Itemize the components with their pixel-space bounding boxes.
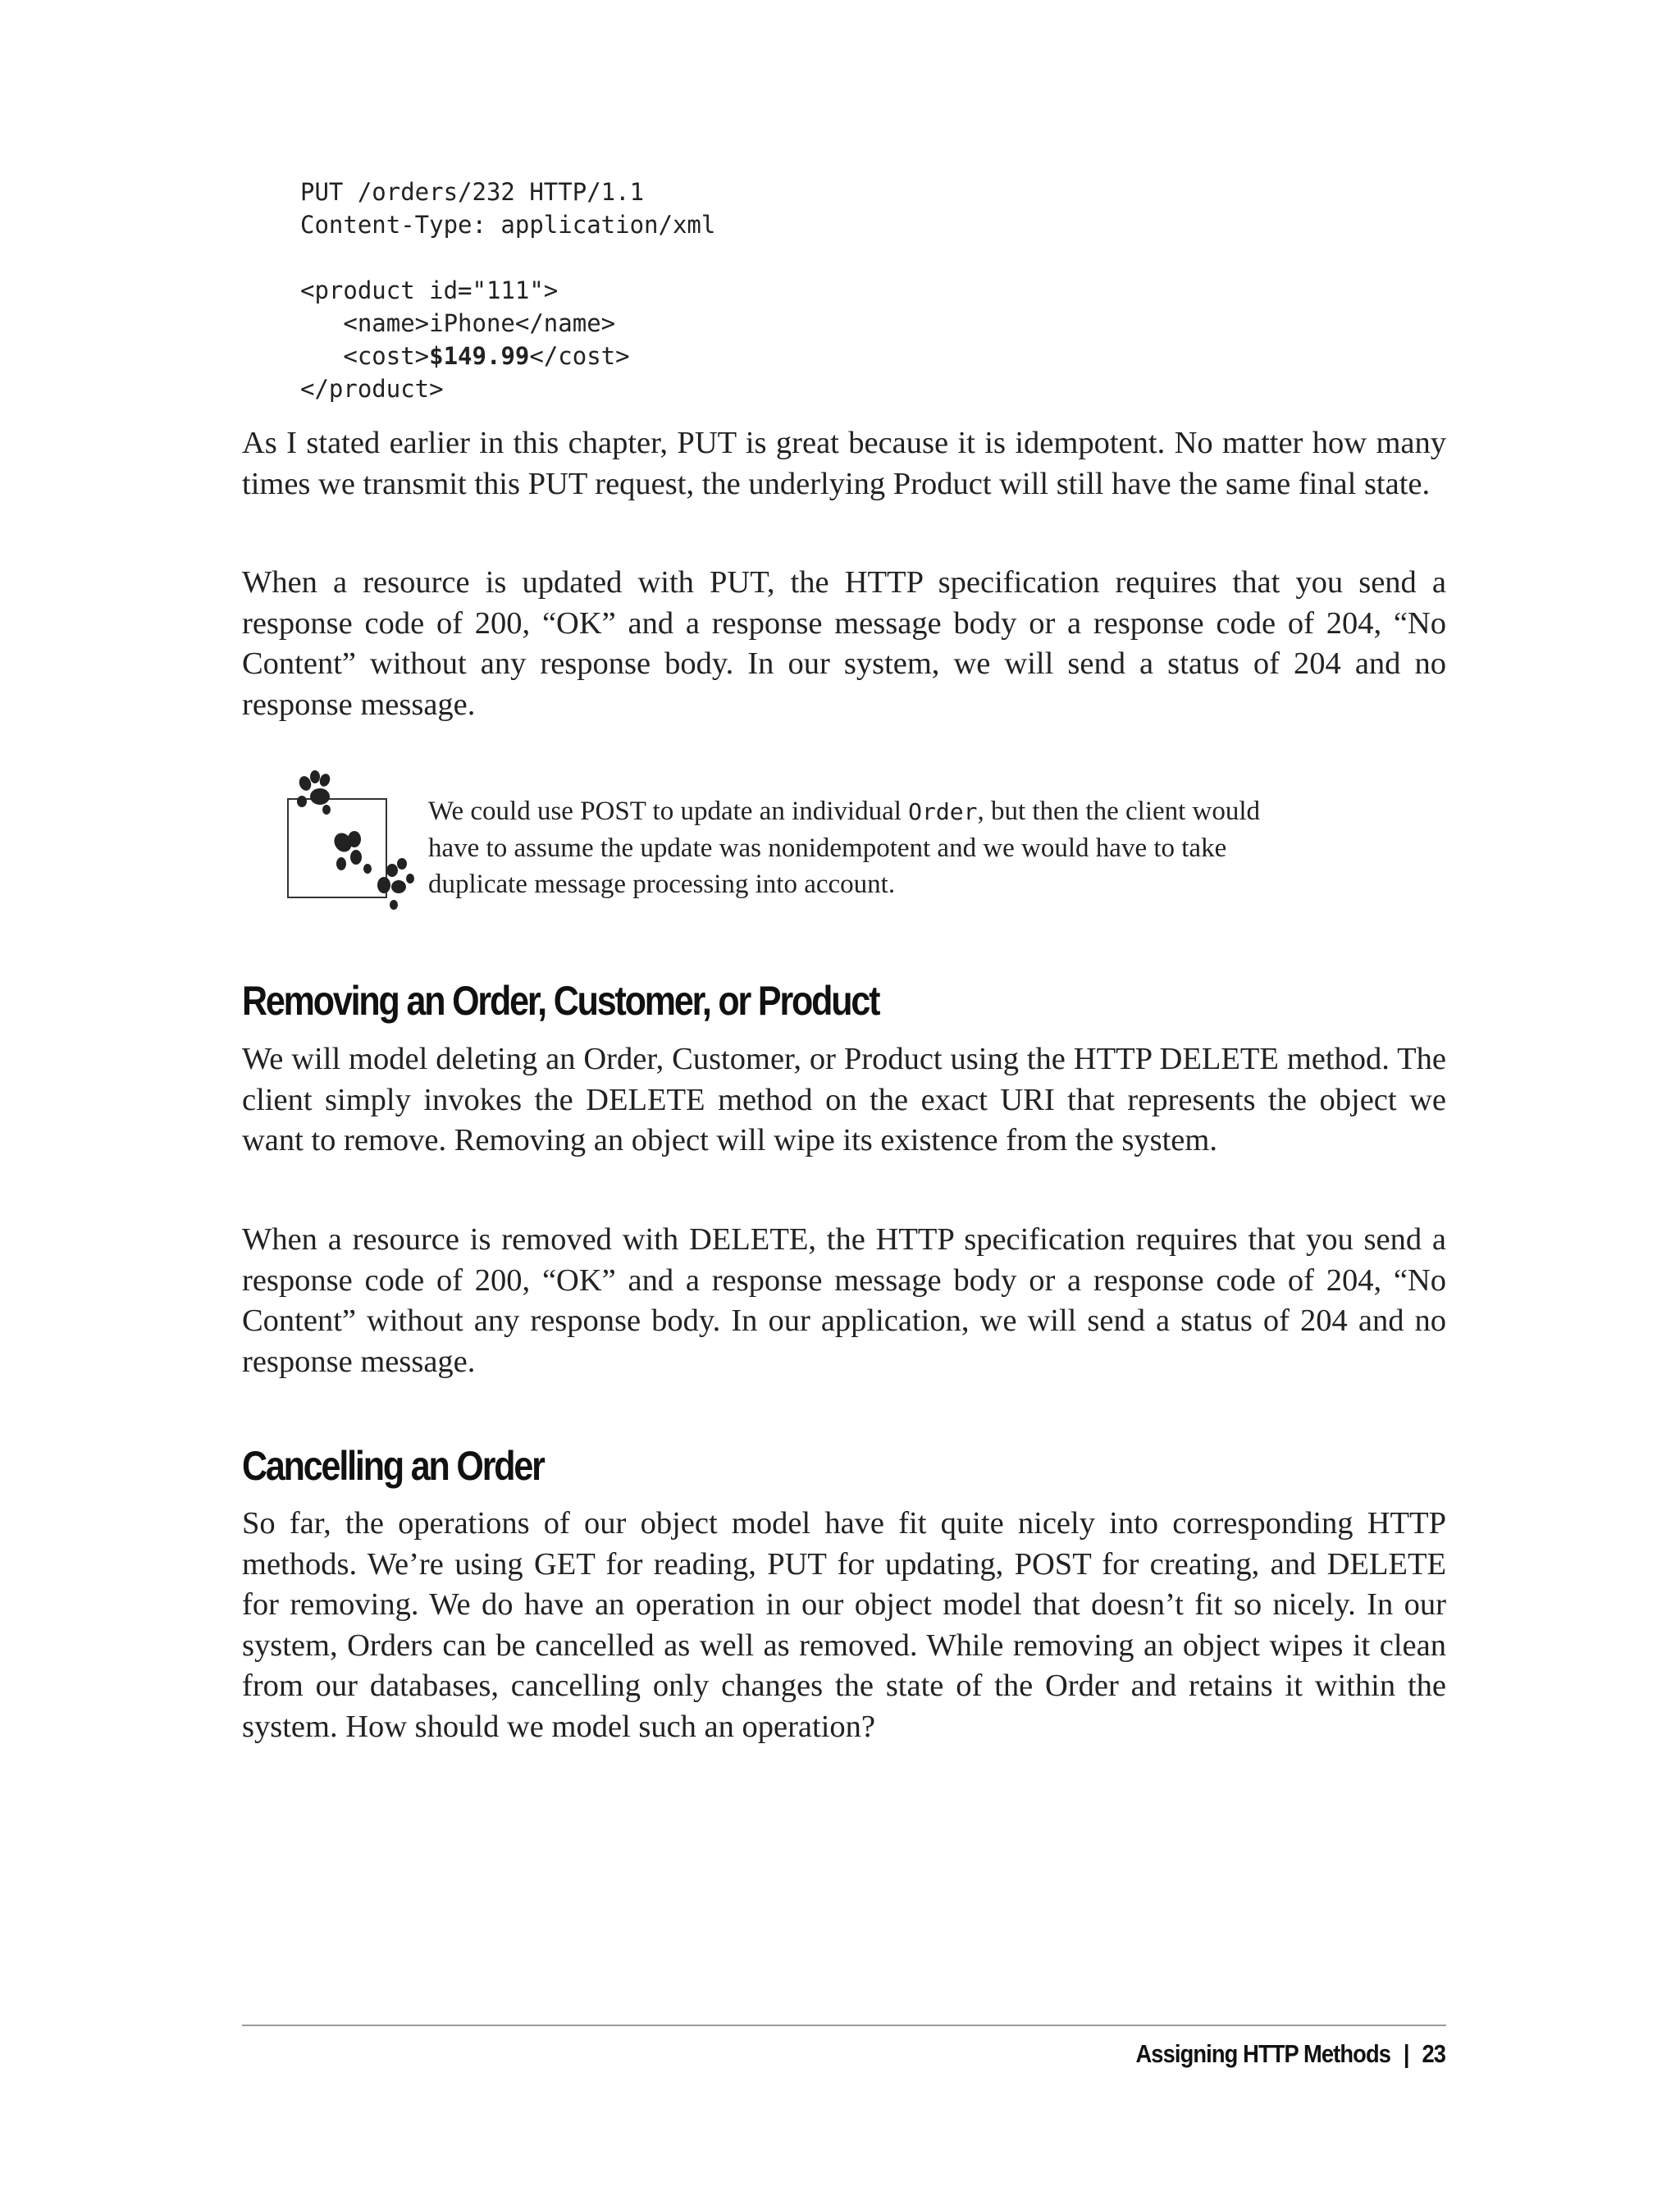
- paragraph-put-idempotent: As I stated earlier in this chapter, PUT is great because it is idempotent. No matter how many times we transmit this PUT request, the underlying Product will still have the same final state.: [242, 426, 1446, 501]
- note-code-order: Order: [908, 798, 978, 825]
- code-block: [300, 176, 715, 405]
- code-cost-close: </cost>: [529, 342, 630, 370]
- code-line: Content-Type: application/xml: [300, 211, 716, 239]
- paragraph-delete-model: We will model deleting an Order, Customer, or Product using the HTTP DELETE method. The client simply invokes the DELETE method on the exact URI that represents the object we want to remove. Removing an object will wipe its existence from the system.: [242, 1042, 1446, 1157]
- footer-section-title: Assigning HTTP Methods: [1135, 2039, 1390, 2068]
- page-footer: [1135, 2039, 1445, 2069]
- code-line: </product>: [300, 375, 444, 403]
- code-line: [300, 241, 715, 274]
- note-text-after: , but then the client would have to assume the update was nonidempotent and we would have to take duplicate message processing into account.: [428, 797, 1261, 899]
- page-number: 23: [1422, 2039, 1445, 2068]
- footer-rule: [242, 2025, 1446, 2026]
- code-cost-open: <cost>: [300, 342, 430, 370]
- paragraph-cancelling: So far, the operations of our object model have fit quite nicely into corresponding HTTP methods. We’re using GET for reading, PUT for updating, POST for creating, and DELETE for removing. We do have an operation in our object model that doesn’t fit so nicely. In our system, Orders can be cancelled as well as removed. While removing an object wipes it clean from our databases, cancelling only changes the state of the Order and retains it within the system. How should we model such an operation?: [242, 1506, 1446, 1744]
- code-line: [300, 340, 715, 372]
- code-line: PUT /orders/232 HTTP/1.1: [300, 178, 645, 206]
- heading-removing: Removing an Order, Customer, or Product: [242, 978, 879, 1024]
- note-text: [428, 793, 1304, 902]
- paragraph-put-response: When a resource is updated with PUT, the HTTP specification requires that you send a response code of 200, “OK” and a response message body or a response code of 204, “No Content” without any response body. In our system, we will send a status of 204 and no response message.: [242, 565, 1446, 722]
- footer-separator: |: [1403, 2039, 1409, 2068]
- code-cost-value: $149.99: [429, 342, 530, 370]
- code-line: <product id="111">: [300, 276, 559, 304]
- code-line: <name>iPhone</name>: [300, 309, 616, 337]
- heading-cancelling: Cancelling an Order: [242, 1443, 544, 1489]
- paragraph-delete-response: When a resource is removed with DELETE, the HTTP specification requires that you send a response code of 200, “OK” and a response message body or a response code of 204, “No Content” without any response body. In our application, we will send a status of 204 and no response message.: [242, 1222, 1446, 1379]
- note-text-before: We could use POST to update an individual: [428, 797, 909, 826]
- paw-prints-icon: [279, 767, 422, 915]
